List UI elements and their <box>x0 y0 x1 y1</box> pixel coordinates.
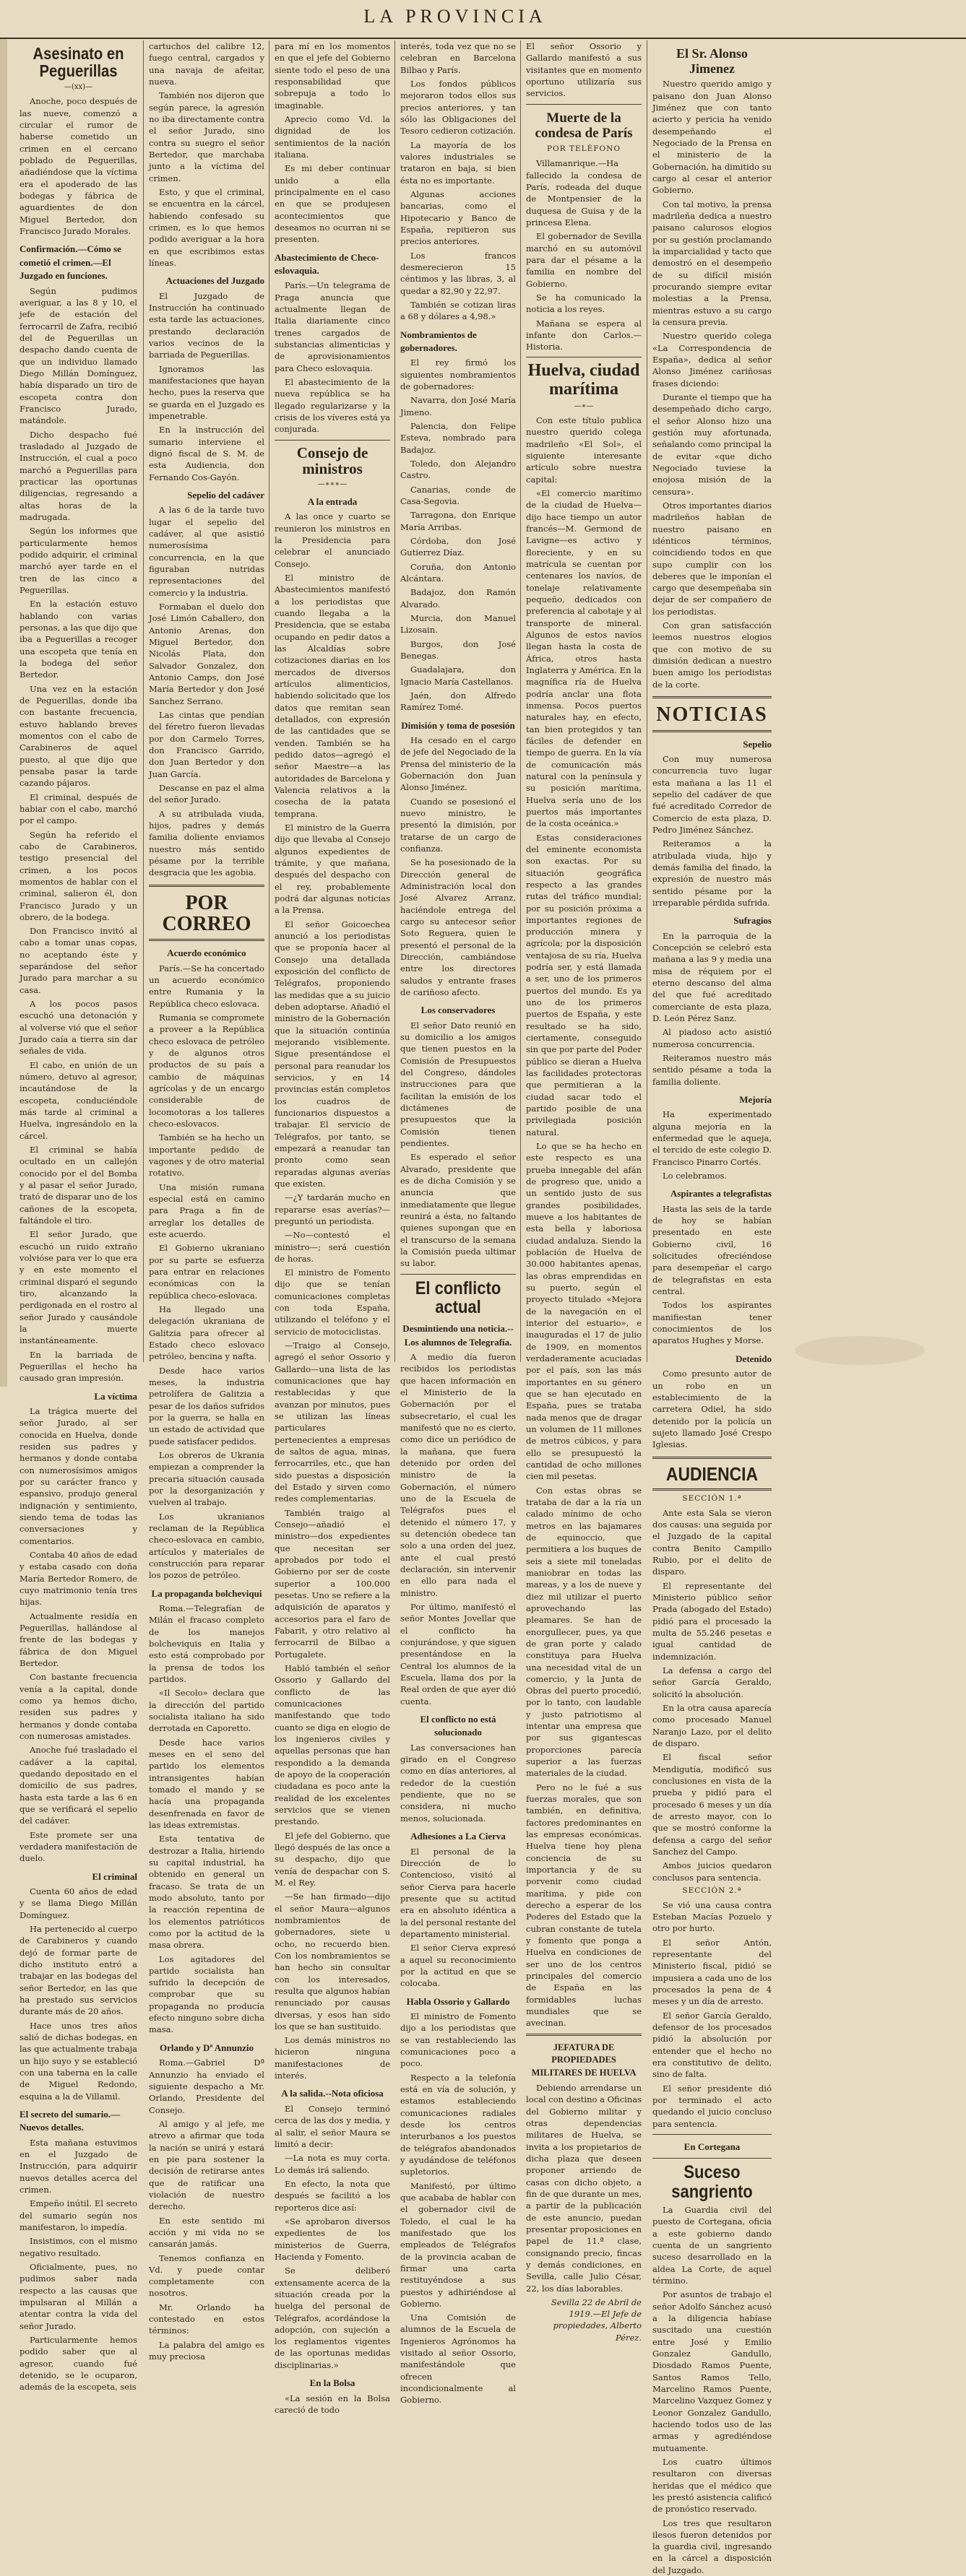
paragraph: Se vió una causa contra Esteban Macías Pozuelo y otro por hurto. <box>652 1899 772 1935</box>
paragraph: Respecto a la telefonía está en vía de solución, y estamos estableciendo comunicaciones radiales desde los centros interurbanos a los puestos de telégrafos abandonados y ayudándose de teléfonos supletorios. <box>400 2072 516 2178</box>
paragraph: interés, toda vez que no se celebran en Barcelona Bilbao y París. <box>400 40 516 76</box>
paragraph: Los agitadores del partido socialista han sufrido la decepción de comprobar que su propaganda no producía efecto ninguno sobre dicha masa. <box>149 1953 264 2036</box>
paragraph: También se cotizan liras a 68 y dólares a 4,98.» <box>400 299 516 323</box>
paragraph: Desde hace varios meses en el seno del partido los elementos intransigentes habían tomado el mando y se hacía una propaganda desenfrenada en favor de las ideas extremistas. <box>149 1737 264 1831</box>
subheading: Detenido <box>652 1353 772 1366</box>
paragraph: Los demás ministros no hicieron ninguna manifestaciones de interés. <box>275 2034 390 2081</box>
divider <box>526 104 642 105</box>
masthead <box>0 0 966 39</box>
paragraph: Se ha posesionado de la Dirección general de Administración local don José Alvarez Arranz, haciéndole entrega del cargo su antecesor señor Soto Reguera, quien le presentó el personal de la Dirección, cambiándose entre los directores saludos y entrante frases de cariñoso afecto. <box>400 857 516 998</box>
paragraph: Mr. Orlando ha contestado en estos términos: <box>149 2302 264 2337</box>
paragraph: Hace unos tres años salió de dichas bodegas, en las que actualmente trabaja un hijo suyo y se estableció con una taberna en la calle de Miguel Redondo, esquina a la de Villamil. <box>20 2020 137 2102</box>
paragraph: Mañana se espera al infante don Carlos.—Historia. <box>526 318 642 353</box>
paragraph: Hasta las seis de la tarde de hoy se habían presentado en este Gobierno civil, 16 solicitudes ofreciéndose para desempeñar el cargo de telegrafistas en esta central. <box>652 1203 772 1298</box>
paragraph: Durante el tiempo que ha desempeñado dicho cargo, el señor Alonso hizo una gestión muy afortunada, señalando como principal la de evitar «que dicho Negociado tuviese la enojosa misión de la censura». <box>652 391 772 498</box>
paragraph: En este sentido mi acción y mi vida no se cansarán jamás. <box>149 2215 264 2250</box>
paragraph: «Il Secolo» declara que la dirección del partido socialista italiano ha sido derrotada en Caporetto. <box>149 1687 264 1734</box>
list-item: Guadalajara, don Ignacio María Castellanos. <box>400 664 516 688</box>
subheading: La víctima <box>20 1390 137 1403</box>
paragraph: Estas consideraciones del eminente economista son exactas. Por su situación geográfica respecto a las grandes rutas del tráfico mundial; por su posición próxima a importantes regiones de producción minera y agrícola; por la disposición ventajosa de su ría, Huelva podría ser, y está llamada a ser, uno de los primeros puertos del mundo. Es ya uno de los primeros puertos de España, y este resultado se ha sido, ciertamente, conseguido sin que por parte del Poder público se dieran a Huelva las facilidades protectoras que permitieran a la ciudad sacar todo el partido posible de una privilegiada posición natural. <box>526 832 642 1139</box>
paragraph: Ha llegado una delegación ukraniana de Galitzia para ofrecer al Estado checo eslovaco petróleo, bencina y nafta. <box>149 1304 264 1363</box>
column-6 <box>649 40 775 1369</box>
paragraph: El personal de la Dirección de lo Contencioso, visitó al señor Cierva para hacerle presente que su actitud era en absoluto idéntica a la del personal restante del departamento ministerial. <box>400 1846 516 1940</box>
paragraph: En la instrucción del sumario interviene el dignó fiscal de S. M. de esta Audiencia, don Fernando Cos-Gayón. <box>149 424 264 483</box>
divider <box>652 2158 772 2159</box>
section-title: Suceso sangriento <box>660 2163 764 2201</box>
list-item: Córdoba, don José Gutierrez Díaz. <box>400 535 516 559</box>
paragraph: El gobernador de Sevilla marchó en su automóvil para dar el pésame a la familia en nombre del Gobierno. <box>526 230 642 290</box>
paragraph: Los cuatro últimos resultaron con diversas heridas que el médico que les prestó asistencia calificó de pronóstico reservado. <box>652 2456 772 2515</box>
paragraph: para mí en los momentos en que el jefe del Gobierno siente todo el peso de una responsabilidad que sobrepuja a todo lo imaginable. <box>275 40 390 111</box>
paragraph: Esto, y que el criminal, se encuentra en la cárcel, habiendo confesado su crimen, es lo que hemos podido averiguar a la hora en que escribimos estas líneas. <box>149 186 264 269</box>
subheading: El criminal <box>20 1870 137 1883</box>
paragraph: Nuestro querido colega «La Correspondencia de España», dedica al señor Alonso Jiménez cariñosas frases diciendo: <box>652 330 772 389</box>
paragraph: El ministro de la Guerra dijo que llevaba al Consejo algunos expedientes de trámite, y que mañana, después del despacho con el rey, probablemente podrá dar algunas noticias a la Prensa. <box>275 822 390 916</box>
paragraph: Contaba 40 años de edad y estaba casado con doña María Bertedor Romero, de cuyo matrimonio tenía tres hijas. <box>20 1549 137 1608</box>
column-rule <box>520 40 521 1362</box>
paragraph: A las 6 de la tarde tuvo lugar el sepelio del cadáver, al que asistió numerosísima concurrencia, en la que figuraban nutridas representaciones del comercio y la industria. <box>149 504 264 599</box>
paragraph: El ministro de Fomento dijo a los periodistas que se van restableciendo las comunicaciones poco a poco. <box>400 2011 516 2070</box>
paragraph: El jefe del Gobierno, que llegó después de las once a su despacho, dijo que venía de despachar con S. M. el Rey. <box>275 1830 390 1889</box>
section-title: Muerte de la condesa de París <box>526 110 642 142</box>
paragraph: El señor Ossorio y Gallardo manifestó a sus visitantes que en momento oportuno utilizaría sus servicios. <box>526 40 642 100</box>
ornament: —∗— <box>526 402 642 412</box>
paragraph: Formaban el duelo don José Limón Caballero, don Antonio Arenas, don Miguel Bertedor, don Nicolás Plata, don Salvador Gonzalez, don Antonio Camps, don José María Bertedor y don José Sanchez Serrano. <box>149 601 264 707</box>
article-headline: Asesinato en Peguerillas <box>27 45 130 79</box>
subheading: Actuaciones del Juzgado <box>149 274 264 287</box>
paragraph: Ha pertenecido al cuerpo de Carabineros y cuando dejó de formar parte de dicho instituto entró a trabajar en las bodegas del señor Bertedor, en las que ha prestado sus servicios durante más de 20 años. <box>20 1923 137 2018</box>
paragraph: El cabo, en unión de un número, detuvo al agresor, incautándose de la escopeta, conduciéndole más tarde al criminal a Huelva, ingresándolo en la cárcel. <box>20 1059 137 1142</box>
paragraph: Las cintas que pendían del féretro fueron llevadas por don Carmelo Torres, don Francisco Garrido, don Juan Bertedor y don Juan García. <box>149 709 264 780</box>
paragraph: Debiendo arrendarse un local con destino a Oficinas del Gobierno militar y otras dependencias militares de Huelva, se invita a los propietarios de dicha plaza que deseen proponer arriendo de casas con dicho objeto, a fin de que durante un mes, a partir de la publicación de este anuncio, puedan presentar proposiciones en papel de 11.ª clase, consignando precio, fincas y demás condiciones, en Sevilla, calle Julio César, 22, los días laborables. <box>526 2082 642 2294</box>
paragraph: Habló también el señor Ossorio y Gallardo del conflicto de las comunicaciones manifestando que todo cuanto se diga en elogio de los ingenieros civiles y aquellas personas que han respondido a la demanda de apoyo de la cooperación ciudadana es poco ante la realidad de los excelentes servicios que se vienen prestando. <box>275 1662 390 1828</box>
subheading: Acuerdo económico <box>149 947 264 960</box>
paragraph: La trágica muerte del señor Jurado, al ser conocida en Huelva, donde residen sus padres y hermanos y donde contaba con numerosísimos amigos por su carácter franco y espansivo, produjo general indignación y sentimiento, siendo tema de todas las conversaciones y comentarios. <box>20 1405 137 1547</box>
paragraph: Ante esta Sala se vieron dos causas: una seguida por el Juzgado de la capital contra Benito Campillo Rubio, por el delito de disparo. <box>652 1507 772 1578</box>
subheading: Sepelio del cadáver <box>149 489 264 502</box>
section-banner <box>652 696 772 732</box>
paragraph: El representante del Ministerio público señor Prada (abogado del Estado) pidió para el procesado la multa de 55.246 pesetas e igual cantidad de indemnización. <box>652 1580 772 1662</box>
paragraph: Ha experimentado alguna mejoría en la enfermedad que le aqueja, el tercido de este colegio D. Francisco Pinarro Cortés. <box>652 1109 772 1168</box>
paragraph: Insistimos, con el mismo negativo resultado. <box>20 2235 137 2259</box>
paragraph: Reiteramos a la atribulada viuda, hijo y demás familia del finado, la expresión de nuestro más sentido pésame por la irreparable pérdida sufrida. <box>652 838 772 908</box>
paragraph: El Juzgado de Instrucción ha continuado esta tarde las actuaciones, prestando declaración varios vecinos de la barriada de Peguerillas. <box>149 290 264 361</box>
paragraph: El Gobierno ukraniano por su parte se esfuerza para entrar en relaciones económicas con la república checo-eslovaca. <box>149 1242 264 1301</box>
paragraph: También se ha hecho un importante pedido de vagones y de otro material rotativo. <box>149 1132 264 1179</box>
paragraph: La mayoría de los valores industriales se trataron en baja, si bien ésta no es importante. <box>400 139 516 186</box>
paragraph: El abastecimiento de la nueva república se ha llegado regularizarse y la crisis de los víveres está ya conjurada. <box>275 376 390 435</box>
list-item: Murcia, don Manuel Lizosain. <box>400 612 516 636</box>
subheading: Los conservadores <box>400 1004 516 1017</box>
divider <box>275 440 390 441</box>
paragraph: Aprecio como Vd. la dignidad de los sentimientos de la nación italiana. <box>275 113 390 160</box>
paragraph: —Traigo al Consejo, agregó el señor Ossorio y Gallardo—una lista de las comunicaciones que hay restablecidas y que avanzan por minutos, pues se utilizan las líneas particulares pertenecientes a empresas de saltos de agua, minas, ferrocarriles, etc., que han sido puestas a disposición del Estado y sirven como redes complementarias. <box>275 1340 390 1505</box>
divider <box>400 1274 516 1275</box>
column-5 <box>522 40 645 1369</box>
paragraph: Tenemos confianza en Vd. y puede contar completamente con nosotros. <box>149 2252 264 2299</box>
section-title: El conflicto actual <box>407 1279 509 1317</box>
paragraph: Cuenta 60 años de edad y se llama Diego Millán Domínguez. <box>20 1886 137 1921</box>
paragraph: Con este título publica nuestro querido colega madrileño «El Sol», el siguiente interesante artículo sobre nuestra capital: <box>526 415 642 485</box>
paragraph: A medio día fueron recibidos los periodistas que hacen información en el Ministerio de la Gobernación por el subsecretario, el cual les manifestó que no es cierto, como dice un periódico de la mañana, que fuera detenido por orden del ministro de la Gobernación, el número uno de la Escuela de Telégrafos pues el detenido el número 17, y su detención obedece tan solo a una orden del juez, ante el cual prestó declaración, sin intervenir en ello para nada el ministro. <box>400 1351 516 1599</box>
subheading: Adhesiones a La Cierva <box>400 1830 516 1843</box>
list-item: Toledo, don Alejandro Castro. <box>400 458 516 482</box>
paragraph: El rey firmó los siguientes nombramientos de gobernadores: <box>400 357 516 392</box>
list-item: Palencia, don Felipe Esteva, nombrado para Badajoz. <box>400 420 516 456</box>
list-item: Badajoz, don Ramón Alvarado. <box>400 586 516 610</box>
column-rule <box>394 40 395 1362</box>
paragraph: —¿Y tardarán mucho en repararse esas averías?—preguntó un periodista. <box>275 1192 390 1227</box>
divider <box>526 2034 642 2036</box>
paragraph: Según ha referido el cabo de Carabineros, testigo presencial del crimen, a los pocos momentos de hablar con el criminal, salieron él, don Francisco Jurado y un obrero, de la bodega. <box>20 829 137 924</box>
list-item: Burgos, don José Benegas. <box>400 638 516 662</box>
paragraph: Es mi deber continuar unido a ella principalmente en el caso en que se produjesen acontecimientos que deseamos no ocurran ni se presenten. <box>275 162 390 245</box>
paragraph: En la otra causa aparecía como procesado Manuel Naranjo Lazo, por el delito de disparo. <box>652 1702 772 1749</box>
byline: POR TELÉFONO <box>526 144 642 155</box>
paragraph: Esta tentativa de destrozar a Italia, hiriendo su capital industrial, ha obtenido en general un fracaso. Se trata de un modo absoluto, tanto por la reacción repentina de los elementos patrióticos como por la actitud de la masa obrera. <box>149 1833 264 1951</box>
paragraph: Lo celebramos. <box>652 1170 772 1181</box>
paragraph: Rumania se compromete a proveer a la República checo eslovaca de petróleo y de algunos otros productos de su país a cambio de máquinas agrícolas y de un encargo considerable de locomotoras a los talleres checo-eslovacos. <box>149 1012 264 1129</box>
paragraph: El señor presidente dió por terminado el acto quedando el juicio concluso para sentencia. <box>652 2083 772 2130</box>
paragraph: «La sesión en la Bolsa careció de todo <box>275 2393 390 2416</box>
paragraph: Pero no le fué a sus fuerzas morales, que son también, en definitiva, factores predominantes en las empresas económicas. Huelva tiene hoy plena conciencia de su importancia y de su porvenir como ciudad marítima, y pide con derecho a esperar de los Poderes del Estado que la cubran constante de tutela y fomento que ponga a Huelva en condiciones de ser uno de los centros principales del comercio de España en las formidables luchas mundiales que se avecinan. <box>526 1782 642 2029</box>
paragraph: Por asuntos de trabajo el señor Adolfo Sánchez acusó a la diligencia habíase suscitado una cuestión entre José y Emilio Gonzalez Gandullo, Diosdado Ramos Puente, Santos Ramos Tello, Marcelino Ramos Puente, Marcelino Vazquez Gomez y Leonor Gonzalez Gandullo, haciendo todos uso de las armas y agrediéndose mutuamente. <box>652 2289 772 2454</box>
paragraph: Particularmente hemos podido saber que al agresor, cuando fué detenido, se le ocuparon, además de la escopeta, seis <box>20 2334 137 2393</box>
paragraph: Es esperado el señor Alvarado, presidente que es de dicha Comisión y se anuncia que inmediatamente que llegue reunirá a ésta, no faltando quienes supongan que en el transcurso de la semana la Comisión pueda ultimar su labor. <box>400 1151 516 1269</box>
governors-list <box>400 394 516 713</box>
paragraph: Don Francisco invitó al cabo a tomar unas copas, no aceptando éste y separándose del señor Jurado para marchar a su casa. <box>20 925 137 996</box>
paragraph: El señor Goicoechea anunció a los periodistas que se proponía hacer al Consejo una detallada exposición del conflicto de Telégrafos, proponiendo las medidas que a su juicio deben adoptarse. Añadió el ministro de la Gobernación que la situación continúa mejorando visiblemente. Sigue presentándose el personal para reanudar los servicios, y en 14 provincias están completos los cuadros de funcionarios dispuestos a trabajar. El servicio de Telégrafos, por tanto, se empezará a reanudar tan pronto como sean reparadas algunas averías que existen. <box>275 919 390 1190</box>
paragraph: En la parroquia de la Concepción se celebró esta mañana a las 9 y media una misa de réquiem por el eterno descanso del alma del que fué acreditado comerciante de esta plaza, D. León Pérez Sanz. <box>652 930 772 1025</box>
ornament: —∗∗∗— <box>275 480 390 490</box>
subheading: Abastecimiento de Checo-eslovaquia. <box>275 251 390 278</box>
paragraph: Oficialmente, pues, no pudimos saber nada respecto a las causas que impulsaran al Millán a atentar contra la vida del señor Jurado. <box>20 2261 137 2332</box>
paragraph: cartuchos del calibre 12, fuego central, cargados y una navaja de afeitar, nueva. <box>149 40 264 87</box>
column-4 <box>397 40 519 1369</box>
list-item: Jaén, don Alfredo Ramírez Tomé. <box>400 690 516 714</box>
column-3 <box>271 40 394 1369</box>
paragraph: Los tres que resultaron ilesos fueron detenidos por la guardia civil, ingresando en la cárcel a disposición del Juzgado. <box>652 2518 772 2576</box>
paragraph: El ministro de Fomento dijo que se tenían comunicaciones completas con toda España, utilizando el teléfono y el servicio de motociclistas. <box>275 1267 390 1337</box>
paragraph: Se ha comunicado la noticia a los reyes. <box>526 292 642 316</box>
paragraph: París.—Un telegrama de Praga anuncia que actualmente llegan de Italia diariamente cinco trenes cargados de substancias alimenticias y de aprovisionamientos para Checo eslovaquia. <box>275 279 390 374</box>
paragraph: El criminal, después de habiar con el cabo, marchó por el campo. <box>20 792 137 827</box>
notice-title: JEFATURA DE PROPIEDADES MILITARES DE HUELVA <box>526 2042 642 2080</box>
paragraph: Roma.—Gabriel Dª Annunzio ha enviado el siguiente despacho a Mr. Orlando, Presidente del Consejo. <box>149 2057 264 2116</box>
paragraph: También traigo al Consejo—añadió el ministro—dos expedientes que necesitan ser aprobados por todo el Gobierno por ser de coste superior a 100.000 pesetas. Uno se refiere a la adquisición de aparatos y accesorios para el faro de Fabarit, y otro relativo al ferrocarril de Bilbao a Portugalete. <box>275 1507 390 1660</box>
paragraph: Descanse en paz el alma del señor Jurado. <box>149 782 264 806</box>
divider <box>652 2134 772 2135</box>
paragraph: —La nota es muy corta. Lo demás irá saliendo. <box>275 2152 390 2176</box>
paragraph: El ministro de Abastecimientos manifestó a los periodistas que cuando llegaba a la Presidencia, que se estaba ocupando en pedir datos a las Alcaldías sobre cotizaciones diarias en los mercados de diversos artículos alimenticios, habiendo solicitado que los datos que remitan sean detallados, con expresión de las cantidades que se venden. También se ha pedido datos—agregó el señor Maestre—a las autoridades de Barcelona y Valencia relativos a la cosecha de la patata temprana. <box>275 572 390 820</box>
paragraph: —No—contestó el ministro—; será cuestión de horas. <box>275 1229 390 1265</box>
paragraph: Esta mañana estuvimos en el Juzgado de Instrucción, para adquirir nuevos detalles acerca del crimen. <box>20 2137 137 2196</box>
paragraph: Actualmente residía en Peguerillas, hallándose al frente de las bodegas y fábrica de don Miguel Bertedor. <box>20 1610 137 1670</box>
paragraph: Desde hace varios meses, la industria petrolífera de Galitzia a pesar de los daños sufridos por la guerra, se halla en un estado de actividad que puede satisfacer pedidos. <box>149 1365 264 1447</box>
subheading: Orlando y Dª Annunzio <box>149 2042 264 2055</box>
paper-stain <box>795 1336 925 1365</box>
paragraph: Ambos juicios quedaron conclusos para sentencia. <box>652 1860 772 1883</box>
section-title: NOTICIAS <box>652 704 772 725</box>
paragraph: Con tal motivo, la prensa madrileña dedica a nuestro paisano calurosos elogios por su gestión proclamando la imparcialidad y tacto que demostró en el desempeño de su difícil misión procurando siempre evitar molestias a la Prensa, mientras estuvo a su cargo la censura previa. <box>652 199 772 329</box>
masthead-title: LA PROVINCIA <box>303 6 607 27</box>
paragraph: Con bastante frecuencia venía a la capital, donde como ya hemos dicho, residen sus padres y hermanos y donde contaba con numerosas amistades. <box>20 1671 137 1742</box>
paragraph: Los francos desmerecieron 15 céntimos y las libras, 3, al quedar a 82,90 y 22,97. <box>400 250 516 297</box>
paragraph: Una misión rumana especial está en camino para Praga a fin de arreglar los detalles de este acuerdo. <box>149 1181 264 1241</box>
subheading: En Cortegana <box>652 2141 772 2154</box>
paragraph: Villamanrique.—Ha fallecido la condesa de París, rodeada del duque de Montpensier de la duquesa de Guisa y de la princesa Elena. <box>526 157 642 228</box>
section-label: SECCIÓN 2.ª <box>652 1886 772 1896</box>
paragraph: Todos los aspirantes manifiestan tener conocimientos de los aparatos Hughes y Morse. <box>652 1299 772 1346</box>
paragraph: Empeño inútil. El secreto del sumario según nos manifestaron, lo impedía. <box>20 2198 137 2233</box>
paragraph: Según pudimos averiguar, a las 8 y 10, el jefe de estación del ferrocarril de Zafra, recibió del de Peguerillas un despacho dando cuenta de que un individuo llamado Diego Millán Domínguez, había disparado un tiro de escopeta contra don Francisco Jurado, matándole. <box>20 285 137 427</box>
paragraph: A los pocos pasos escuchó una detonación y al volverse vió que el señor Jurado caía a tierra sin dar señales de vida. <box>20 998 137 1057</box>
column-1 <box>16 40 141 1369</box>
paragraph: El señor Jurado, que escuchó un ruido extraño volvióse para ver lo que era y en este momento el criminal disparó el segundo tiro, alcanzando la perdigonada en el rostro al señor Jurado y causándole la muerte instantáneamente. <box>20 1228 137 1346</box>
paragraph: Se deliberó extensamente acerca de la situación creada por la huelga del personal de Telégrafos, acordándose la adopción, con sujeción a los reglamentos vigentes de las oportunas medidas disciplinarias.» <box>275 2265 390 2371</box>
section-title: POR CORREO <box>149 893 264 935</box>
subheading: El secreto del sumario.—Nuevos detalles. <box>20 2108 137 2135</box>
paragraph: El fiscal señor Mendigutía, modificó sus conclusiones en vista de la prueba y pidió para el procesado 6 meses y un día de arresto mayor, con lo que se mostró conforme la defensa a cargo del señor Sanchez del Campo. <box>652 1751 772 1857</box>
list-item: Coruña, don Antonio Alcántara. <box>400 561 516 585</box>
subheading: Sufragios <box>652 914 772 927</box>
list-item: Navarra, don José María Jimeno. <box>400 394 516 418</box>
paragraph: El señor Dato reunió en su domicilio a los amigos que tienen puestos en la Comisión de Presupuestos del Congreso, dándoles instrucciones para que facilitan la emisión de los dictámenes de presupuestos que la Comisión tienen pendientes. <box>400 1020 516 1150</box>
list-item: Tarragona, don Enrique María Arribas. <box>400 509 516 533</box>
list-item: Canarias, conde de Casa-Segovia. <box>400 484 516 508</box>
paragraph: Por último, manifestó el señor Montes Jovellar que el conflicto ha conjurándose, y que siguen presentándose en la Central los alumnos de la Escuela, llama dos por la Real orden de que ayer dió cuenta. <box>400 1601 516 1707</box>
paragraph: Ignoramos las manifestaciones que hayan hecho, pues la reserva que se guarda en el Juzgado es impenetrable. <box>149 363 264 422</box>
paragraph: «Se aprobaron diversos expedientes de los ministerios de Guerra, Hacienda y Fomento. <box>275 2216 390 2263</box>
subheading: La propaganda bolcheviqui <box>149 1587 264 1600</box>
paragraph: Anoche fué trasladado el cadáver a la capital, quedando depositado en el domicilio de sus padres, hasta esta tarde a las 6 en que se verificará el sepelio del cadáver. <box>20 1744 137 1826</box>
paragraph: Roma.—Telegrafían de Milán el fracaso completo de los manejos bolcheviquis en Italia y esto está comprobado por la prensa de todos los partidos. <box>149 1603 264 1685</box>
paragraph: La palabra del amigo es muy preciosa <box>149 2339 264 2363</box>
paragraph: También nos dijeron que según parece, la agresión no iba directamente contra el señor Jurado, sino contra su suegro el señor Bertedor, que marchaba junto a la víctima del crimen. <box>149 90 264 184</box>
paragraph: Al piadoso acto asistió numerosa concurrencia. <box>652 1026 772 1050</box>
paragraph: Manifestó, por último que acababa de hablar con el gobernador civil de Toledo, el cual le ha manifestado que los empleados de Telégrafos de la provincia acaban de firmar una carta restituyéndose a sus puestos y adhiriéndose al Gobierno. <box>400 2180 516 2310</box>
paragraph: Las conversaciones han girado en el Congreso como en días anteriores, al rededor de la cuestión pendiente, que no se considera, ni mucho menos, solucionada. <box>400 1742 516 1824</box>
paragraph: El Consejo terminó cerca de las dos y media, y al salir, el señor Maura se limitó a decir: <box>275 2103 390 2150</box>
subheading: El conflicto no está solucionado <box>400 1713 516 1740</box>
paragraph: Ha cesado en el cargo de jefe del Negociado de la Prensa del ministerio de la Gobernación don Juan Alonso Jiménez. <box>400 734 516 794</box>
subheading: Sepelio <box>652 738 772 751</box>
paragraph: A las once y cuarto se reunieron los ministros en la Presidencia para celebrar el anunciado Consejo. <box>275 511 390 570</box>
paragraph: Una Comisión de alumnos de la Escuela de Ingenieros Agrónomos ha visitado al señor Ossorio, manifestándole que ofrecen incondicionalmente al Gobierno. <box>400 2312 516 2406</box>
subheading: A la entrada <box>275 495 390 508</box>
section-title: AUDIENCIA <box>660 1465 764 1484</box>
paragraph: El criminal se había ocultado en un callejón conocido por el del Bomba y al pasar el señor Jurado, trató de disparar uno de los cañones de la escopeta, faltándole el tiro. <box>20 1144 137 1226</box>
paragraph: El señor García Geraldo, defensor de los procesados pidió la absolución por entender que el hecho no era constitutivo de delito, sino de falta. <box>652 2010 772 2081</box>
page-fold-edge <box>0 38 7 1387</box>
paragraph: Otros importantes diarios madrileños hablan de nuestro paisano en idénticos términos, coincidiendo todos en que supo cumplir con los deberes que le imponían el cargo que desempeñaba sin dejar de ser compañero de los periodistas. <box>652 500 772 617</box>
paragraph: En la barriada de Peguerillas el hecho ha causado gran impresión. <box>20 1349 137 1384</box>
paragraph: Lo que se ha hecho en este respecto es una prueba innegable del afán de progreso que, unido a un sentido justo de sus grandes posibilidades, mueve a los habitantes de esta bella y laboriosa ciudad andaluza. Siendo la población de Huelva de 30.000 habitantes apenas, las obras emprendidas en su puerto, según el proyecto titulado «Mejora de la navegación en el interior del estuario», e inauguradas el 17 de julio de 1909, en momentos verdaderamente acuciadas por el país, son las más importantes en su género que se han ejecutado en España, pues se trataba nada menos que de dragar un volumen de 11 millones de metros cúbicos, y para ello se presupuestó la cantidad de ocho millones cien mil pesetas. <box>526 1140 642 1483</box>
paragraph: Este promete ser una verdadera manifestación de duelo. <box>20 1829 137 1865</box>
paragraph: Cuando se posesionó el nuevo ministro, le presentó la dimisión, por tratarse de un cargo de confianza. <box>400 796 516 855</box>
section-title: Huelva, ciudad marítima <box>526 362 642 398</box>
section-title: El Sr. Alonso Jimenez <box>652 46 772 76</box>
paragraph: Los fondos públicos mejoraron todos ellos sus precios anteriores, y tan sólo las Obligaciones del Tesoro cedieron cotización. <box>400 78 516 137</box>
paragraph: Al amigo y al jefe, me atrevo a afirmar que toda la nación se unirá y estará en pie para sostener la decisión de retirarse antes que de ratificar una violación de nuestro derecho. <box>149 2118 264 2213</box>
subheading: En la Bolsa <box>275 2377 390 2390</box>
paragraph: La Guardia civil del puesto de Cortegana, oficia a este gobierno dando cuenta de un sangriento suceso desarrollado en la aldea La Corte, de aquel término. <box>652 2204 772 2286</box>
subheading: Dimisión y toma de posesión <box>400 719 516 732</box>
paragraph: Los obreros de Ukrania empiezan a comprender la precaria situación causada por la desorganización y vuelven al trabajo. <box>149 1449 264 1509</box>
paragraph: Reiteramos nuestro más sentido pésame a toda la familia doliente. <box>652 1052 772 1088</box>
notice-signature: Sevilla 22 de Abril de 1919.—El Jefe de propiedades, Alberto Pérez. <box>526 2297 642 2343</box>
paragraph: —Se han firmado—dijo el señor Maura—algunos nombramientos de gobernadores, siete u ocho, no recuerdo bien. Con los nombramientos se han hecho sin consultar con los interesados, resulta que algunos habían renunciado por causas diversas, y esos han sido los que se han sustituido. <box>275 1891 390 2032</box>
paragraph: En la estación estuvo hablando con varias personas, a las que dijo que iba a Peguerillas a recoger una escopeta que tenía en la bodega del señor Bertedor. <box>20 598 137 680</box>
paper-stain <box>173 1137 260 1202</box>
paragraph: Como presunto autor de un robo en un establecimiento de la carretera Odiel, ha sido detenido por la policía un sujeto llamado José Crespo Iglesias. <box>652 1368 772 1450</box>
paragraph: Anoche, poco después de las nueve, comenzó a circular el rumor de haberse cometido un crimen en el cercano poblado de Peguerillas, añadiéndose que la víctima era el apoderado de las bodegas y fábrica de aguardientes de don Miguel Bertedor, don Francisco Jurado Morales. <box>20 95 137 237</box>
paragraph: París.—Se ha concertado un acuerdo económico entre Rumania y la República checo eslovaca. <box>149 963 264 1010</box>
section-banner <box>149 885 264 942</box>
subheading: Confirmación.—Cómo se cometió el crimen.—El Juzgado en funciones. <box>20 243 137 282</box>
paragraph: «El comercio marítimo de la ciudad de Huelva—dijo hace tiempo un autor francés—M. Germond de Lavigne—es activo y floreciente, y en su matrícula se cuentan por centenares los navíos, de tonelaje relativamente pequeño, dedicados con preferencia al cabotaje y al transporte de mineral. Algunos de estos navíos llegan hasta la costa de África, otros hasta Inglaterra y América. En la magnífica ría de Huelva podría anclar una flota inmensa. Pocos puertos naturales hay, en efecto, tan bien protegidos y tan fáciles de defender en tiempo de guerra. En la vía de comunicación más natural con la península y su posición marítima, Huelva sería uno de los puertos más importantes de la costa oceánica.» <box>526 487 642 830</box>
paragraph: Dicho despacho fué trasladado al Juzgado de Instrucción, el cual a poco marchó a Peguerillas para practicar las oportunas diligencias, regresando a altas horas de la madrugada. <box>20 429 137 524</box>
section-label: SECCIÓN 1.ª <box>652 1493 772 1504</box>
paragraph: El señor Cierva expresó a aquel su reconocimiento por la actitud en que se colocaba. <box>400 1942 516 1989</box>
paragraph: El señor Antón, representante del Ministerio fiscal, pidió se impusiera a cada uno de los procesados la pena de 4 meses y un día de arresto. <box>652 1937 772 2008</box>
paragraph: Con estas obras se trataba de dar a la ría un calado mínimo de ocho metros en las bajamares de equinoccio, que permitiera a los buques de seis a siete mil toneladas maniobrar en todas las mareas, y a los de nueve y diez mil utilizar el puerto aprovechando las pleamares. Se han de enorgullecer, pues, ya que de gran porte y calado constituya para Huelva una necesidad vital de un comercio, y la Junta de Obras del puerto procedió, por lo tanto, con laudable y justo patriotismo al intentar una empresa que por sus gigantescas proporciones parecía superior a las fuerzas materiales de la ciudad. <box>526 1485 642 1779</box>
paragraph: Con gran satisfacción leemos nuestros elogios que con motivo de su dimisión dedican a nuestro buen amigo los periodistas de la corte. <box>652 620 772 690</box>
paragraph: En efecto, la nota que después se facilitó a los reporteros dice así: <box>275 2178 390 2213</box>
paragraph: Con muy numerosa concurrencia tuvo lugar esta mañana a las 11 el sepelio del cadáver de que fué acreditado Corredor de Comercio de esta plaza, D. Pedro Jiménez Sánchez. <box>652 753 772 836</box>
subheading: Mejoría <box>652 1093 772 1106</box>
paragraph: La defensa a cargo del señor García Geraldo, solicitó la absolución. <box>652 1665 772 1700</box>
section-title: Consejo de ministros <box>275 445 390 477</box>
paragraph: Algunas acciones bancarias, como el Hipotecario y Banco de España, repitieron sus precios anteriores. <box>400 188 516 248</box>
paragraph: A su atribulada viuda, hijos, padres y demás familia doliente enviamos nuestro más sentido pésame por la terrible desgracia que les agobia. <box>149 808 264 879</box>
paragraph: Nuestro querido amigo y paisano don Juan Alonso Jiménez que con tanto acierto y pericia ha venido desempeñando el Negociado de la Prensa en el ministerio de la Gobernación, ha dimitido su cargo al cesar el anterior Gobierno. <box>652 78 772 196</box>
subheading: Desmintiendo una noticia.--Los alumnos de Telegrafía. <box>400 1322 516 1349</box>
subheading: Nombramientos de gobernadores. <box>400 329 516 355</box>
subheading: A la salida.--Nota oficiosa <box>275 2087 390 2100</box>
subheading: Aspirantes a telegrafistas <box>652 1187 772 1200</box>
column-rule <box>143 40 144 1362</box>
subheading: Habla Ossorio y Gallardo <box>400 1995 516 2008</box>
paragraph: Una vez en la estación de Peguerillas, donde iba con bastante frecuencia, estuvo hablando breves momentos con el cabo de Carabineros de aquel puesto, al que dijo que pensaba pasar la tarde cazando pájaros. <box>20 683 137 789</box>
section-banner <box>652 1457 772 1491</box>
ornament: —(xx)— <box>20 82 137 92</box>
paragraph: Los ukranianos reclaman de la República checo-eslovaca en cambio, artículos y materiales de construcción para reparar los pozos de petróleo. <box>149 1511 264 1582</box>
paragraph: Según los informes que particularmente hemos podido adquirir, el criminal marchó ayer tarde en el tren de las cinco a Peguerillas. <box>20 525 137 596</box>
